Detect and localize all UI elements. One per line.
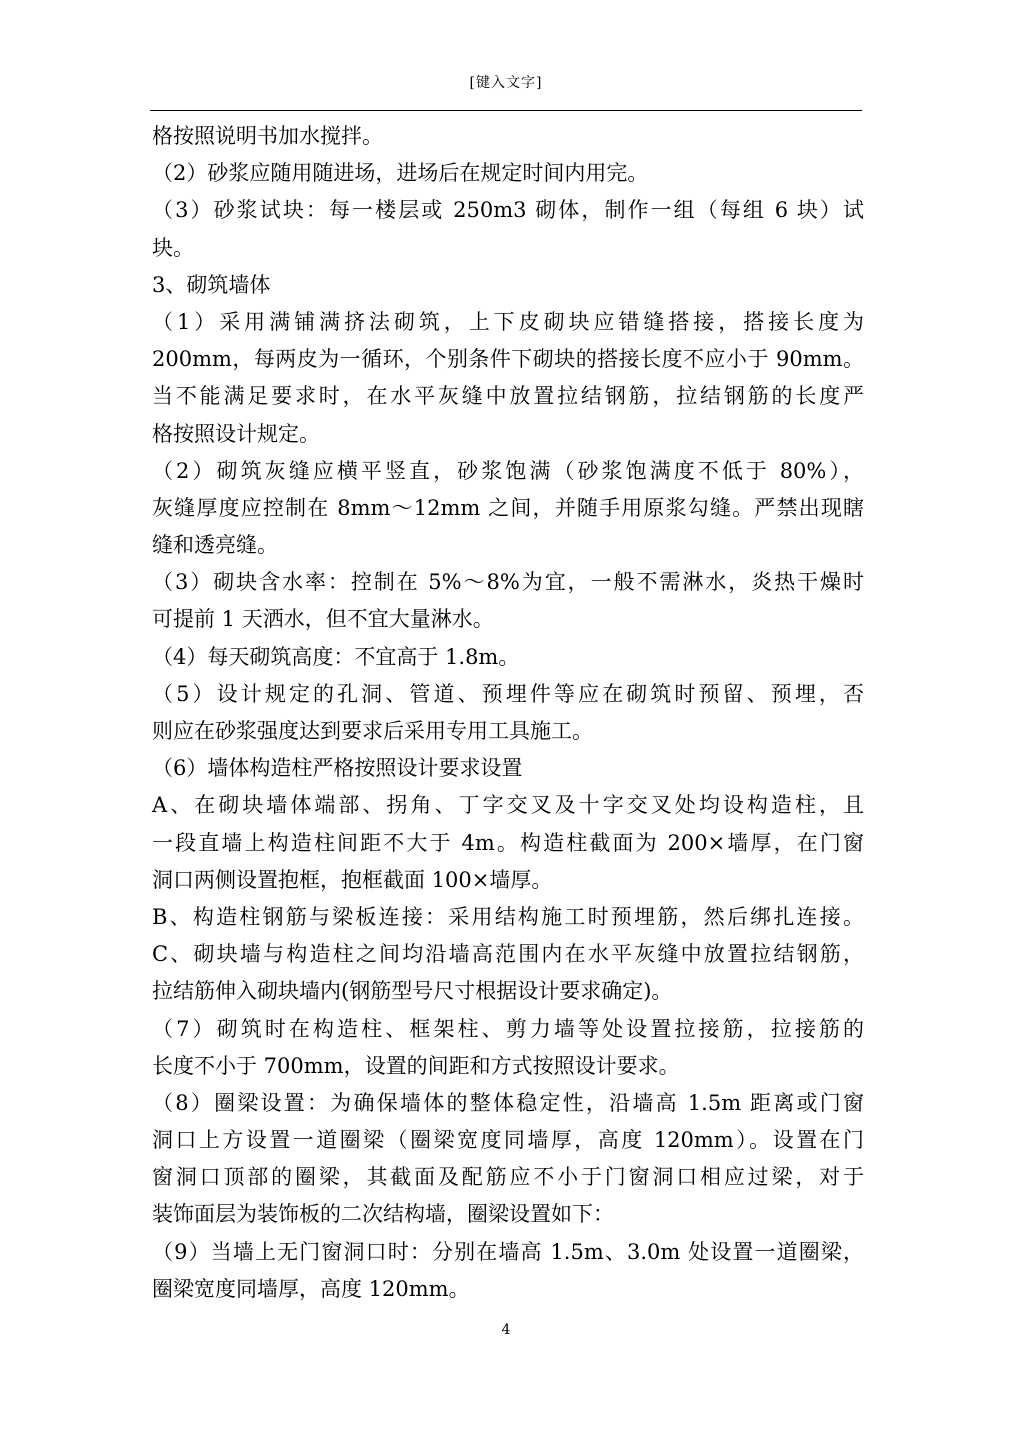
- body-text-line: 灰缝厚度应控制在 8mm～12mm 之间，并随手用原浆勾缝。严禁出现瞎: [152, 495, 864, 520]
- body-text-line: 3、砌筑墙体: [152, 272, 271, 297]
- body-text-line: 拉结筋伸入砌块墙内(钢筋型号尺寸根据设计要求确定)。: [152, 979, 673, 1004]
- body-text-line: （2）砂浆应随用随进场，进场后在规定时间内用完。: [152, 161, 649, 186]
- document-body: [152, 118, 864, 1308]
- body-text-line: 格按照设计规定。: [152, 421, 320, 446]
- body-text-line: （2）砌筑灰缝应横平竖直，砂浆饱满（砂浆饱满度不低于 80%），: [152, 458, 864, 483]
- body-text-line: （4）每天砌筑高度：不宜高于 1.8m。: [152, 644, 520, 669]
- body-text-line: （5）设计规定的孔洞、管道、预埋件等应在砌筑时预留、预埋，否: [152, 681, 864, 706]
- body-text-line: A、在砌块墙体端部、拐角、丁字交叉及十字交叉处均设构造柱，且: [152, 793, 864, 818]
- page-number: 4: [501, 1322, 511, 1338]
- body-text-line: 缝和透亮缝。: [152, 533, 278, 558]
- body-text-line: 当不能满足要求时，在水平灰缝中放置拉结钢筋，拉结钢筋的长度严: [152, 384, 864, 409]
- body-text-line: 200mm，每两皮为一循环，个别条件下砌块的搭接长度不应小于 90mm。: [152, 347, 864, 372]
- body-text-line: 洞口两侧设置抱框，抱框截面 100×墙厚。: [152, 867, 553, 892]
- body-text-line: 格按照说明书加水搅拌。: [152, 124, 383, 148]
- body-text-line: 圈梁宽度同墙厚，高度 120mm。: [152, 1276, 470, 1301]
- body-text-line: （8）圈梁设置：为确保墙体的整体稳定性，沿墙高 1.5m 距离或门窗: [152, 1090, 864, 1115]
- body-text-line: B、构造柱钢筋与梁板连接：采用结构施工时预埋筋，然后绑扎连接。: [152, 904, 864, 929]
- body-text-line: 洞口上方设置一道圈梁（圈梁宽度同墙厚，高度 120mm）。设置在门: [152, 1128, 864, 1153]
- header-divider: [150, 110, 862, 111]
- body-text-line: （3）砂浆试块：每一楼层或 250m3 砌体，制作一组（每组 6 块）试: [152, 198, 864, 223]
- body-text-line: （6）墙体构造柱严格按照设计要求设置: [152, 756, 523, 781]
- body-text-line: 窗洞口顶部的圈梁，其截面及配筋应不小于门窗洞口相应过梁，对于: [152, 1165, 864, 1190]
- body-text-line: 可提前 1 天洒水，但不宜大量淋水。: [152, 607, 494, 632]
- body-text-line: 一段直墙上构造柱间距不大于 4m。构造柱截面为 200×墙厚，在门窗: [152, 830, 864, 855]
- body-text-line: C、砌块墙与构造柱之间均沿墙高范围内在水平灰缝中放置拉结钢筋，: [152, 942, 864, 967]
- body-text-line: （1）采用满铺满挤法砌筑，上下皮砌块应错缝搭接，搭接长度为: [152, 309, 864, 334]
- body-text-line: （7）砌筑时在构造柱、框架柱、剪力墙等处设置拉接筋，拉接筋的: [152, 1016, 864, 1041]
- body-text-line: 则应在砂浆强度达到要求后采用专用工具施工。: [152, 719, 593, 743]
- body-text-line: 装饰面层为装饰板的二次结构墙，圈梁设置如下：: [152, 1202, 614, 1227]
- body-text-line: （9）当墙上无门窗洞口时：分别在墙高 1.5m、3.0m 处设置一道圈梁，: [152, 1239, 864, 1264]
- body-text-line: 块。: [152, 235, 194, 260]
- page-header: [键入文字]: [469, 75, 543, 91]
- body-text-line: （3）砌块含水率：控制在 5%～8%为宜，一般不需淋水，炎热干燥时: [152, 570, 864, 595]
- body-text-line: 长度不小于 700mm，设置的间距和方式按照设计要求。: [152, 1053, 680, 1078]
